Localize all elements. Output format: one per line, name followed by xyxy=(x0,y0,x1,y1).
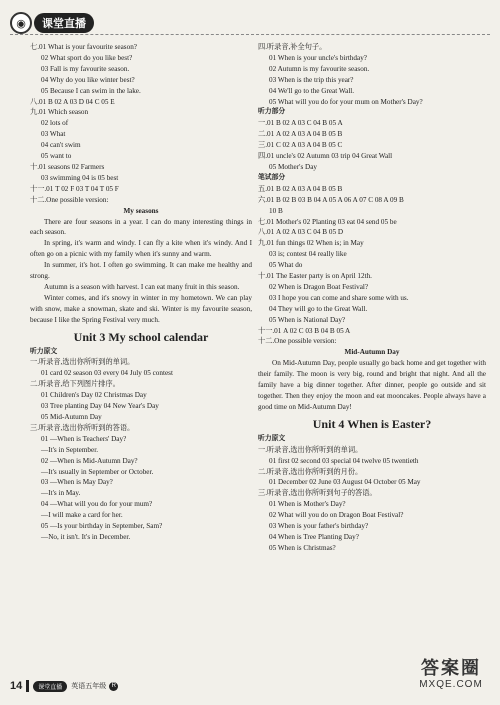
answer-line: 04 When is Tree Planting Day? xyxy=(269,532,359,541)
section-header: 听力原文 xyxy=(30,347,58,355)
answer-line: —It's in May. xyxy=(41,489,81,498)
watermark-url: MXQE.COM xyxy=(419,679,483,690)
answer-line: 九.01 fun things 02 When is; in May xyxy=(258,239,364,248)
answer-line: 八.01 A 02 A 03 C 04 B 05 D xyxy=(258,228,344,237)
answer-line: 03 is; contest 04 really like xyxy=(269,250,347,259)
answer-line: There are four seasons in a year. I can do many interesting things in each season. xyxy=(30,217,252,237)
right-column xyxy=(258,42,486,554)
answer-line: In spring, it's warm and windy. I can fly a kite when it's windy. And I often go on a picnic with my family when it's sunny and warm. xyxy=(30,239,252,259)
footer-divider xyxy=(26,680,29,692)
answer-line: My seasons xyxy=(123,206,159,215)
answer-line: 05 want to xyxy=(41,152,72,161)
answer-line: 八.01 B 02 A 03 D 04 C 05 E xyxy=(30,97,115,106)
answer-line: 六.01 B 02 B 03 B 04 A 05 A 06 A 07 C 08 A 09 B xyxy=(258,195,404,204)
answer-line: 05 When is Christmas? xyxy=(269,543,336,552)
answer-line: 01 Children's Day 02 Christmas Day xyxy=(41,391,147,400)
book-title: 英语五年级 xyxy=(71,683,107,690)
answer-line: 04 They will go to the Great Wall. xyxy=(269,304,368,313)
answer-line: 03 swimming 04 is 05 best xyxy=(41,173,119,182)
watermark-main: 答案圈 xyxy=(421,658,481,678)
answer-line: 二.听录音,给下列图片排序。 xyxy=(30,380,120,389)
unit-title: Unit 4 When is Easter? xyxy=(312,416,432,431)
answer-line: 02 What sport do you like best? xyxy=(41,53,133,62)
answer-line: 01 December 02 June 03 August 04 October 05 May xyxy=(269,478,421,487)
brand-title: 课堂直播 xyxy=(34,13,94,33)
answer-line: 02 lots of xyxy=(41,119,69,128)
answer-line: 01 —When is Teachers' Day? xyxy=(41,434,127,443)
answer-line: 三.01 C 02 A 03 A 04 B 05 C xyxy=(258,141,343,150)
answer-line: 九.01 Which season xyxy=(30,108,89,117)
answer-line: 04 —What will you do for your mum? xyxy=(41,500,153,509)
answer-line: 二.听录音,选出你所听到的月份。 xyxy=(258,467,363,476)
section-header: 听力原文 xyxy=(258,434,286,442)
answer-line: 03 When is the trip this year? xyxy=(269,75,354,84)
answer-line: —It's in September. xyxy=(41,445,98,454)
answer-line: 三.听录音,选出你所听到句子的答语。 xyxy=(258,489,377,498)
header-divider xyxy=(10,34,490,35)
answer-line: Mid-Autumn Day xyxy=(344,348,400,357)
answer-line: 05 What will you do for your mum on Mother's Day? xyxy=(269,97,423,106)
answer-line: 十二.One possible version: xyxy=(258,337,337,346)
answer-line: 十一.01 A 02 C 03 B 04 B 05 A xyxy=(258,326,351,335)
camera-icon: ◉ xyxy=(10,12,32,34)
brand-header xyxy=(10,10,110,36)
answer-line: 七.01 Mother's 02 Planting 03 eat 04 send 05 be xyxy=(258,217,397,226)
section-header: 笔试部分 xyxy=(258,173,286,181)
answer-line: 十二.One possible version: xyxy=(30,195,109,204)
answer-line: In summer, it's hot. I often go swimming. It can make me healthy and strong. xyxy=(30,261,252,281)
answer-line: 02 Autumn is my favourite season. xyxy=(269,64,370,73)
answer-line: 01 card 02 season 03 every 04 July 05 contest xyxy=(41,369,173,378)
section-header: 听力部分 xyxy=(258,108,286,116)
answer-line: 十一.01 T 02 F 03 T 04 T 05 F xyxy=(30,184,119,193)
answer-line: 一.听录音,选出你所听到的单词。 xyxy=(258,445,363,454)
answer-line: 七.01 What is your favourite season? xyxy=(30,43,137,51)
answer-line: 03 Tree planting Day 04 New Year's Day xyxy=(41,402,159,411)
answer-line: 03 What xyxy=(41,130,66,139)
unit-title: Unit 3 My school calendar xyxy=(73,329,209,344)
page-number: 14 xyxy=(10,680,23,692)
answer-line: 05 Mother's Day xyxy=(269,162,318,171)
answer-line: 04 Why do you like winter best? xyxy=(41,75,135,84)
answer-line: 03 I hope you can come and share some with us. xyxy=(269,293,409,302)
answer-line: 10 B xyxy=(269,206,283,215)
page-footer xyxy=(10,677,210,695)
answer-line: 一.听录音,选出你所听到的单词。 xyxy=(30,358,135,367)
answer-line: 五.01 B 02 A 03 A 04 B 05 B xyxy=(258,184,343,193)
answer-line: 十.01 The Easter party is on April 12th. xyxy=(258,272,372,281)
answer-line: 03 —When is May Day? xyxy=(41,478,113,487)
edition-badge: R xyxy=(109,682,118,691)
series-label: 课堂直播 xyxy=(33,681,67,692)
answer-line: 三.听录音,选出你所听到的答语。 xyxy=(30,423,135,432)
answer-line: 一.01 B 02 A 03 C 04 B 05 A xyxy=(258,119,343,128)
answer-line: 01 When is your uncle's birthday? xyxy=(269,53,367,62)
answer-line: 02 What will you do on Dragon Boat Festival? xyxy=(269,511,404,520)
answer-line: On Mid-Autumn Day, people usually go back home and get together with their family. The moon is very big, round and bright that night. And all the family have a big dinner together. After dinner, people go outside and sit together. Then they enjoy the moon and eat mooncakes. People always have a good time on Mid-Autumn Day! xyxy=(258,359,486,411)
answer-line: 05 When is National Day? xyxy=(269,315,346,324)
answer-line: Autumn is a season with harvest. I can eat many fruit in this season. xyxy=(44,282,240,291)
answer-line: —I will make a card for her. xyxy=(41,511,123,520)
answer-line: 二.01 A 02 A 03 A 04 B 05 B xyxy=(258,130,343,139)
answer-line: 01 When is Mother's Day? xyxy=(269,500,346,509)
answer-line: 03 Fall is my favourite season. xyxy=(41,64,130,73)
left-column xyxy=(30,42,252,543)
answer-line: 05 Because I can swim in the lake. xyxy=(41,86,141,95)
answer-line: 04 We'll go to the Great Wall. xyxy=(269,86,355,95)
answer-line: 02 —When is Mid-Autumn Day? xyxy=(41,456,138,465)
answer-line: 05 Mid-Autumn Day xyxy=(41,413,102,421)
answer-line: 四.听录音,补全句子。 xyxy=(258,43,327,51)
answer-line: —It's usually in September or October. xyxy=(41,467,154,476)
answer-line: 四.01 uncle's 02 Autumn 03 trip 04 Great Wall xyxy=(258,152,393,161)
watermark xyxy=(410,657,492,697)
answer-line: Winter comes, and it's snowy in winter in my hometown. We can play with snow, make a snowman, skate and ski. Winter is my favourite season, because I like the Spring Festival very much. xyxy=(30,293,252,324)
answer-line: 05 What do xyxy=(269,261,303,270)
answer-line: —No, it isn't. It's in December. xyxy=(41,532,131,541)
answer-line: 01 first 02 second 03 special 04 twelve 05 twentieth xyxy=(269,456,419,465)
answer-line: 05 —Is your birthday in September, Sam? xyxy=(41,522,163,531)
answer-line: 03 When is your father's birthday? xyxy=(269,522,369,531)
answer-line: 02 When is Dragon Boat Festival? xyxy=(269,282,369,291)
answer-line: 十.01 seasons 02 Farmers xyxy=(30,162,105,171)
answer-line: 04 can't swim xyxy=(41,141,81,150)
